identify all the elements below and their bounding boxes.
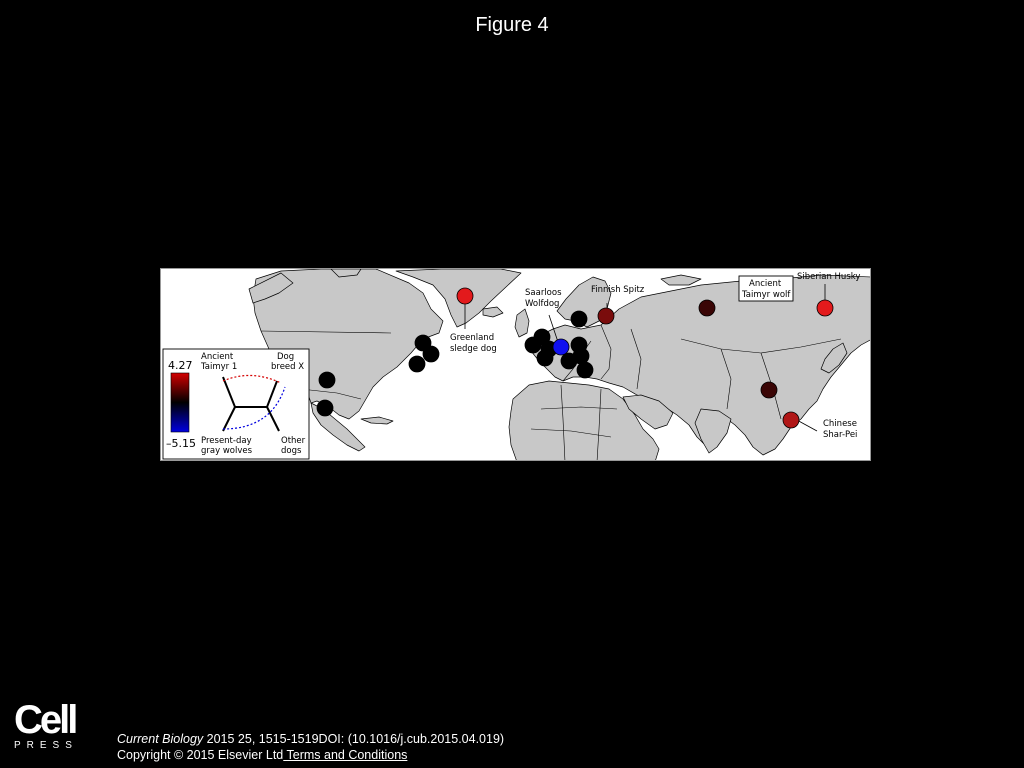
citation-details: 2015 25, 1515-1519DOI: (10.1016/j.cub.2015.04.019) [203, 732, 505, 746]
point-na-5 [317, 400, 333, 416]
legend [163, 349, 309, 459]
scale-max-label: 4.27 [168, 359, 193, 372]
cell-press-logo [14, 700, 86, 751]
tree-label-dog-2: breed X [271, 362, 305, 372]
tree-label-other-2: dogs [281, 446, 302, 456]
scale-min-label: –5.15 [166, 437, 196, 450]
citation-journal: Current Biology [117, 732, 204, 746]
point-chinese-shar-pei [783, 412, 799, 428]
point-saarloos [553, 339, 569, 355]
label-finnish-spitz: Finnish Spitz [591, 285, 645, 295]
label-saarloos-1: Saarloos [525, 288, 562, 298]
point-na-2 [423, 346, 439, 362]
point-eu-5 [571, 311, 587, 327]
label-siberian-husky: Siberian Husky [797, 272, 861, 282]
point-finnish-spitz [598, 308, 614, 324]
point-eu-8 [573, 348, 589, 364]
logo-sub: PRESS [14, 740, 78, 751]
citation [117, 731, 504, 763]
tree-label-wolves-1: Present-day [201, 436, 252, 446]
point-siberian-husky [817, 300, 833, 316]
citation-line-1 [117, 731, 504, 747]
tree-label-wolves-2: gray wolves [201, 446, 253, 456]
point-eu-4 [537, 350, 553, 366]
point-china [761, 382, 777, 398]
label-saarloos-2: Wolfdog [525, 299, 560, 309]
point-greenland [457, 288, 473, 304]
tree-label-ancient-2: Taimyr 1 [201, 362, 238, 372]
citation-copyright: Copyright © 2015 Elsevier Ltd [117, 748, 284, 762]
tree-label-ancient-1: Ancient [201, 352, 234, 362]
citation-line-2 [117, 747, 504, 763]
label-greenland-1: Greenland [450, 333, 495, 343]
slide-title: Figure 4 [475, 14, 549, 36]
point-eu-9 [577, 362, 593, 378]
label-ancient-taimyr-2: Taimyr wolf [742, 290, 791, 300]
logo-word: Cell [14, 698, 76, 742]
terms-link[interactable]: Terms and Conditions [283, 748, 408, 762]
point-russia [699, 300, 715, 316]
point-na-4 [319, 372, 335, 388]
label-greenland-2: sledge dog [450, 344, 497, 354]
color-scale-bar [171, 373, 189, 432]
label-ancient-taimyr-1: Ancient [749, 279, 782, 289]
point-na-3 [409, 356, 425, 372]
figure-map-panel [160, 268, 871, 461]
label-chinese-1: Chinese [823, 419, 857, 429]
tree-label-dog-1: Dog [277, 352, 295, 362]
label-chinese-2: Shar-Pei [823, 430, 858, 440]
tree-label-other-1: Other [281, 436, 306, 446]
